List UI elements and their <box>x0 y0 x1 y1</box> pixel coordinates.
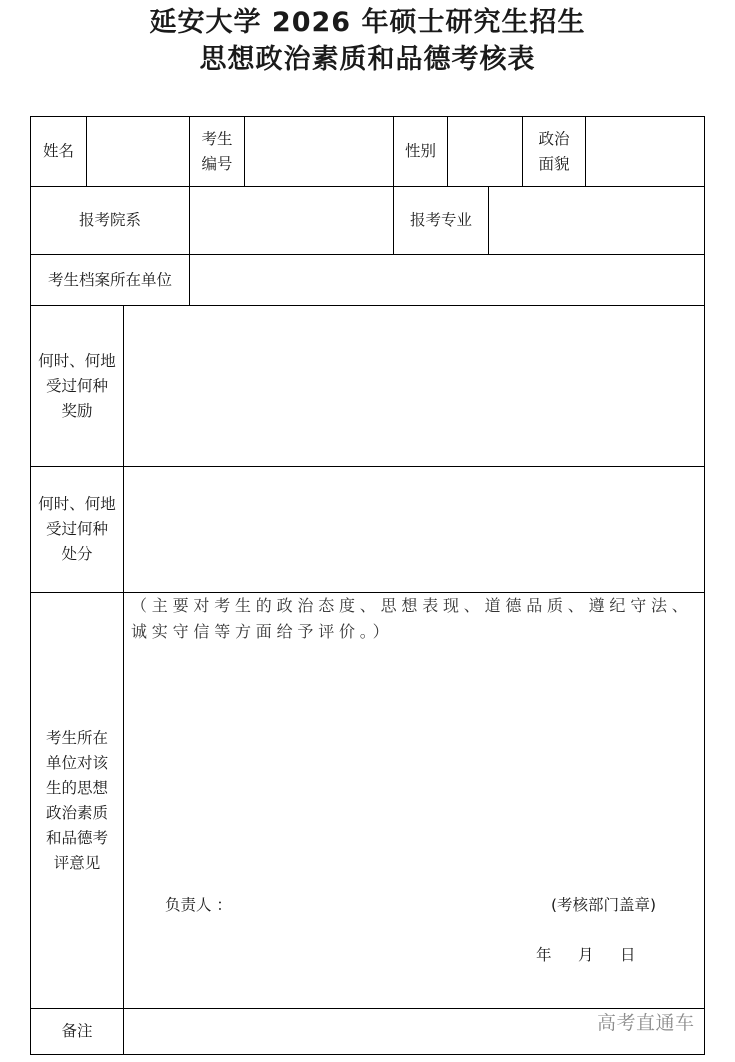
archive-unit-label: 考生档案所在单位 <box>47 270 172 289</box>
name-label: 姓名 <box>42 142 74 160</box>
department-label: 报考院系 <box>78 211 141 229</box>
punishments-label-line: 处分 <box>61 545 93 563</box>
punishments-field[interactable] <box>124 467 704 592</box>
evaluation-hint: （主要对考生的政治态度、思想表现、道德品质、遵纪守法、诚实守信等方面给予评价。） <box>131 596 693 641</box>
punishments-label-line: 何时、何地 <box>38 495 116 513</box>
awards-label-line: 奖励 <box>61 401 93 420</box>
major-label: 报考专业 <box>409 211 472 229</box>
major-field[interactable] <box>489 187 704 254</box>
archive-unit-field[interactable] <box>190 255 704 305</box>
awards-label-line: 何时、何地 <box>38 351 116 370</box>
stamp-label: (考核部门盖章) <box>551 896 657 914</box>
responsible-person-label: 负责人 ： <box>165 896 232 914</box>
evaluation-label-line: 单位对该 <box>45 753 108 772</box>
month-label: 月 <box>578 946 594 964</box>
table-border-bottom <box>30 1054 705 1055</box>
exam-no-field[interactable] <box>245 117 393 186</box>
exam-no-label-line1: 考生 <box>201 129 233 148</box>
form-title-line1: 延安大学 2026 年硕士研究生招生 <box>149 7 586 38</box>
political-status-field[interactable] <box>586 117 704 186</box>
awards-field[interactable] <box>124 306 704 466</box>
evaluation-label-line: 考生所在 <box>45 728 108 747</box>
department-field[interactable] <box>190 187 393 254</box>
remarks-label: 备注 <box>61 1022 93 1040</box>
form-title-line2: 思想政治素质和品德考核表 <box>199 44 536 75</box>
evaluation-label-line: 和品德考 <box>45 828 108 847</box>
day-label: 日 <box>620 946 636 964</box>
table-border-right <box>704 116 705 1055</box>
awards-label-line: 受过何种 <box>45 376 108 395</box>
political-status-label-line2: 面貌 <box>538 154 570 173</box>
awards-label <box>31 306 123 466</box>
gender-field[interactable] <box>448 117 522 186</box>
evaluation-label-line: 政治素质 <box>45 803 108 822</box>
exam-no-label-line2: 编号 <box>201 154 233 173</box>
political-status-label <box>523 117 585 186</box>
evaluation-label-line: 评意见 <box>53 853 101 872</box>
evaluation-label <box>31 593 123 1008</box>
name-field[interactable] <box>87 117 189 186</box>
political-status-label-line1: 政治 <box>538 129 570 148</box>
evaluation-label-line: 生的思想 <box>45 778 108 797</box>
punishments-label <box>31 467 123 592</box>
gender-label: 性别 <box>404 142 436 160</box>
exam-no-label <box>190 117 244 186</box>
watermark: 高考直通车 <box>597 1012 695 1034</box>
punishments-label-line: 受过何种 <box>45 520 108 538</box>
year-label: 年 <box>536 946 552 964</box>
